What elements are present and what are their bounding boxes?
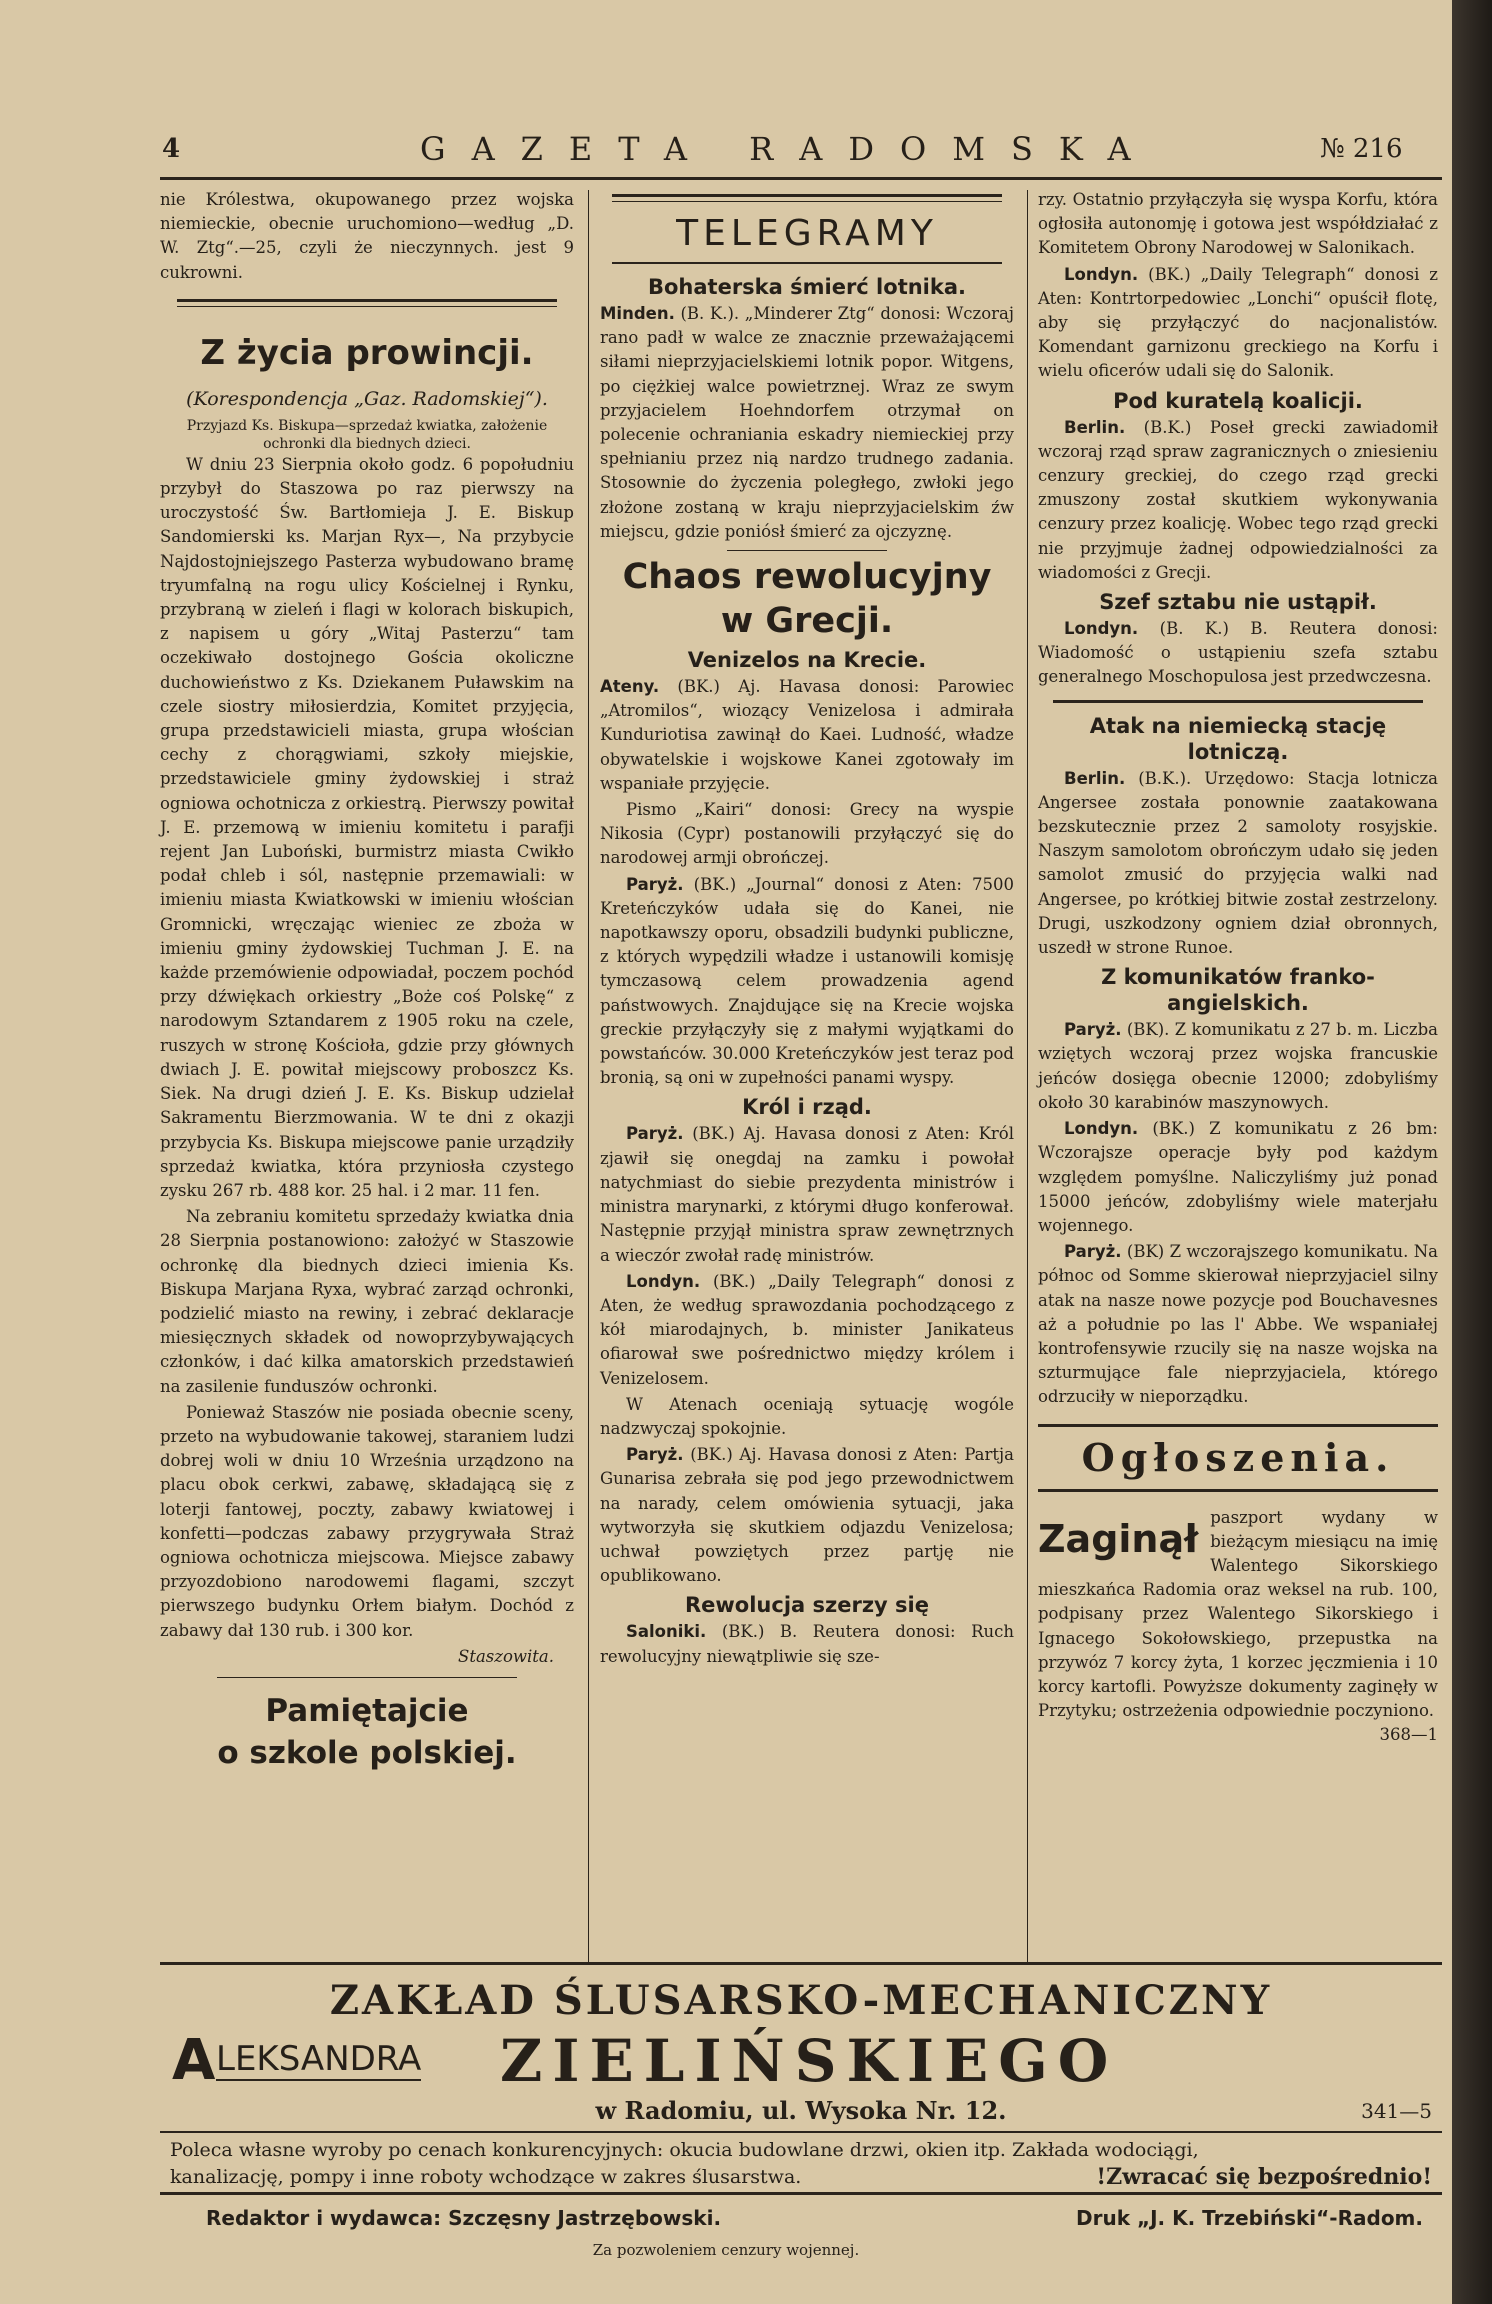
big-title-line-2: w Grecji. [720, 601, 894, 642]
footer-ad [160, 1975, 1442, 2191]
imprint-censor: Za pozwoleniem cenzury wojennej. [592, 2241, 860, 2259]
telegram-text: (BK.) „Daily Telegraph“ donosi z Aten, że według sprawozdania pochodzącego z kół miarodajnych, b. minister Janikateus ofiarował swe pośrednictwo między królem i Venizelosem. [600, 1271, 1014, 1388]
telegram-paryz-2 [600, 1122, 1014, 1267]
footer-ad-surname: ZIELIŃSKIEGO [500, 2027, 1119, 2095]
ads-title: Ogłoszenia. [1081, 1434, 1395, 1480]
footer-ad-name-row [160, 2027, 1442, 2095]
headline-kuratela: Pod kuratelą koalicji. [1113, 388, 1363, 413]
ad-zaginal [1038, 1506, 1438, 1745]
telegram-text: (B. K.) B. Reutera donosi: Wiadomość o ustąpieniu szefa sztabu generalnego Moschopulosa jest przedwczesna. [1038, 619, 1438, 687]
dateline-paryz: Paryż. [626, 874, 684, 894]
masthead: GAZETA RADOMSKA [420, 130, 1157, 168]
dateline-londyn: Londyn. [626, 1271, 701, 1291]
telegram-text: (BK.) Aj. Havasa donosi z Aten: Król zjawił się onegdaj na zamku i powołał natychmiast do siebie prezydenta ministrów i ministra marynarki, z którymi długo konferował. Następnie przyjął ministra spraw zewnętrznych a wieczór zwołał radę ministrów. [600, 1124, 1014, 1265]
dateline-paryz: Paryż. [626, 1124, 684, 1144]
header-rule [160, 177, 1442, 180]
column-1 [160, 188, 574, 1774]
telegram-text: (BK.) „Daily Telegraph“ donosi z Aten: Kontrtorpedowiec „Lonchi“ opuścił flotę, aby się przyłączyć do nacjonalistów. Komendant garnizonu greckiego na Korfu i wielu oficerów udali się do Salonik. [1038, 264, 1438, 381]
issue-number: № 216 [1320, 134, 1403, 164]
column-2 [600, 188, 1014, 1671]
ad-number: 368—1 [1379, 1725, 1438, 1745]
rule [727, 550, 887, 551]
footer-ad-offer-2: kanalizację, pompy i inne roboty wchodzące w zakres ślusarstwa. [170, 2166, 802, 2188]
rule [612, 262, 1002, 264]
section-subtitle: (Korespondencja „Gaz. Radomskiej“). [186, 387, 548, 410]
dateline-paryz: Paryż. [1064, 1242, 1122, 1262]
footer-ad-ref: 341—5 [1361, 2099, 1432, 2123]
footer-ad-offer-row [160, 2163, 1442, 2191]
intro-text: nie Królestwa, okupowanego przez wojska niemieckie, obecnie uruchomiono—według „D. W. Ztg“.—25, czyli że nieczynnych. jest 9 cukrowni. [160, 190, 574, 282]
telegram-londyn-2 [1038, 617, 1438, 690]
dateline-paryz: Paryż. [1064, 1020, 1122, 1040]
section-summary: Przyjazd Ks. Biskupa—sprzedaż kwiatka, założenie ochronki dla biednych dzieci. [186, 417, 548, 452]
footer-ad-first-name: LEKSANDRA [216, 2039, 422, 2079]
headline-krol: Król i rząd. [742, 1095, 872, 1120]
telegram-londyn-3 [1038, 1117, 1438, 1238]
ad-headword: Zaginął [1038, 1516, 1199, 1561]
imprint-printer: Druk „J. K. Trzebiński“-Radom. [1076, 2206, 1423, 2230]
footer-ad-address-row [160, 2095, 1442, 2127]
headline-venizelos: Venizelos na Krecie. [687, 648, 927, 673]
page-number: 4 [162, 134, 181, 164]
telegram-kairi: Pismo „Kairi“ donosi: Grecy na wyspie Nikosia (Cypr) postanowili przyłączyć się do narodowej armji obrończej. [600, 800, 1014, 868]
dateline-berlin: Berlin. [1064, 417, 1126, 437]
dateline-londyn: Londyn. [1064, 264, 1139, 284]
imprint-editor: Redaktor i wydawca: Szczęsny Jastrzębowski. [206, 2206, 722, 2230]
telegram-text: (BK.) Z komunikatu z 26 bm: Wczorajsze operacje były pod każdym względem pomyślne. Naliczyliśmy już ponad 15000 jeńców, zdobyliśmy wiele materjału wojennego. [1038, 1119, 1438, 1235]
column-3 [1038, 188, 1438, 1748]
double-rule [177, 299, 557, 307]
dateline-saloniki: Saloniki. [626, 1622, 707, 1642]
footer-ad-initial: A [172, 2028, 216, 2093]
footer-ad-offer-right: !Zwracać się bezpośrednio! [1096, 2164, 1432, 2190]
telegram-text: (BK.) „Journal“ donosi z Aten: 7500 Kreteńczyków udała się do Kanei, nie napotkawszy oporu, obsadzili budynki publiczne, z których wypędzili władze i ustanowili komisję tymczasową celem prowadzenia agend państwowych. Znajdujące się na Krecie wojska greckie przyłączyły się z małymi wyjątkami do powstańców. 30.000 Kreteńczyków jest teraz pod bronią, są oni w zupełności panami wyspy. [600, 874, 1015, 1088]
telegram-londyn-1 [1038, 263, 1438, 384]
signature: Staszowita. [458, 1646, 554, 1666]
telegram-berlin-1 [1038, 416, 1438, 585]
telegram-paryz-1 [1038, 1018, 1438, 1115]
headline-bohaterska: Bohaterska śmierć lotnika. [647, 275, 966, 299]
binding-edge [1452, 0, 1492, 2304]
footer-ad-address: w Radomiu, ul. Wysoka Nr. 12. [595, 2096, 1007, 2125]
rule [217, 1677, 517, 1678]
telegram-ateny [600, 675, 1014, 796]
headline-komunikaty: Z komunikatów franko-angielskich. [1101, 965, 1375, 1016]
telegram-paryz-1 [600, 873, 1014, 1091]
dateline-ateny: Ateny. [600, 677, 660, 697]
footer-top-rule [160, 1962, 1442, 1965]
telegram-text: (BK.) Aj. Havasa donosi z Aten: Partja Gunarisa zebrała się pod jego przewodnictwem na narady, celem omówienia sytuacji, jaka wytworzyła się skutkiem odjazdu Venizelosa; uchwał powziętych przez partję nie opublikowano. [600, 1445, 1014, 1586]
telegram-continued: rzy. Ostatnio przyłączyła się wyspa Korfu, która ogłosiła autonomję i gotowa jest współdziałać z Komitetem Obrony Narodowej w Salonikach. [1038, 190, 1438, 258]
telegram-londyn [600, 1270, 1014, 1391]
ads-box [1038, 1424, 1438, 1492]
telegram-text: (BK) Z wczorajszego komunikatu. Na północ od Somme skierował nieprzyjaciel silny atak na nasze nowe pozycje pod Bouchavesnes aż a południe po las l' Abbe. We wspaniałej kontrofensywie rzucily się na nasze wojska na szturmujące fale nieprzyjaciela, którego odrzuciły w nieporządku. [1038, 1242, 1439, 1407]
footer-mid-rule [160, 2131, 1442, 2133]
dateline-paryz: Paryż. [626, 1445, 684, 1465]
footer-ad-offer-1: Poleca własne wyroby po cenach konkurencyjnych: okucia budowlane drzwi, okien itp. Zakłada wodociągi, [170, 2139, 1199, 2161]
footer-ad-line-1: ZAKŁAD ŚLUSARSKO-MECHANICZNY [329, 1977, 1273, 2024]
telegram-paryz-2 [1038, 1240, 1438, 1409]
telegram-text: (BK.) Aj. Havasa donosi: Parowiec „Atromilos“, wiozący Venizelosa i admirała Kunduriotisa zawinął do Kaei. Ludność, władze obywatelskie i wojskowe Kanei zgotowały im wspaniałe przyjęcie. [600, 677, 1014, 793]
telegram-minden [600, 302, 1014, 544]
telegram-saloniki [600, 1620, 1014, 1668]
dateline-berlin: Berlin. [1064, 768, 1126, 788]
notice-line-2: o szkole polskiej. [217, 1734, 517, 1771]
dateline-londyn: Londyn. [1064, 619, 1139, 639]
headline-szef-sztabu: Szef sztabu nie ustąpił. [1099, 590, 1377, 615]
telegram-text: (B.K.). Urzędowo: Stacja lotnicza Angersee została ponownie zaatakowana bezskutecznie przez 2 samoloty rosyjskie. Naszym samolotom obrończym udało się jeden samolot zmusić do przyjęcia walki nad Angersee, po krótkiej bitwie został zestrzelony. Drugi, uszkodzony ogniem dział obronnych, uszedł w strone Runoe. [1038, 768, 1438, 958]
telegram-ateny-spokoj: W Atenach oceniają sytuację wogóle nadzwyczaj spokojnie. [600, 1394, 1014, 1438]
telegram-paryz-3 [600, 1443, 1014, 1588]
big-title-line-1: Chaos rewolucyjny [622, 557, 992, 598]
telegram-text: (BK.) B. Reutera donosi: Ruch rewolucyjny niewątpliwie się sze- [600, 1622, 1014, 1666]
rule [1053, 700, 1423, 703]
headline-atak: Atak na niemiecką stację lotniczą. [1089, 713, 1387, 764]
column-divider-2 [1027, 190, 1028, 1962]
article-paragraph-3: Ponieważ Staszów nie posiada obecnie sceny, przeto na wybudowanie takowej, staraniem ludzi dobrej woli w dniu 10 Września urządzono na placu obok cerkwi, zabawę, składającą się z loterji fantowej, poczty, zabawy kwiatowej i konfetti—podczas zabawy przygrywała Straż ogniowa ochotnicza miejscowa. Miejsce zabawy przyozdobiono narodowemi flagami, szczyt pierwszego budynku Orłem białym. Dochód z zabawy dał 130 rub. i 300 kor. [160, 1402, 574, 1640]
footer-bottom-rule [160, 2192, 1442, 2195]
dateline-londyn: Londyn. [1064, 1119, 1139, 1139]
article-paragraph-2: Na zebraniu komitetu sprzedaży kwiatka dnia 28 Sierpnia postanowiono: założyć w Staszowie ochronkę dla biednych dzieci imienia Ks. Biskupa Marjana Ryxa, wybrać zarząd ochronki, podzielić miasto na rewiny, i zebrać deklaracje miesięcznych składek od nowoprzybywających członków, i dać kilka amatorskich przedstawień na zasilenie funduszów ochronki. [160, 1207, 574, 1396]
column-divider-1 [588, 190, 589, 1962]
telegram-text: (B.K.) Poseł grecki zawiadomił wczoraj rząd spraw zagranicznych o zniesieniu cenzury greckiej, do czego rząd grecki zmuszony został skutkiem wykonywania cenzury przez koalicję. Wobec tego rząd grecki nie przyjmuje żadnej odpowiedzialności za wiadomości z Grecji. [1038, 417, 1438, 582]
section-title: Z życia prowincji. [200, 332, 534, 373]
double-rule [612, 194, 1002, 202]
telegram-text: (BK). Z komunikatu z 27 b. m. Liczba wziętych wczoraj przez wojska francuskie jeńców dosięga obecnie 12000; zdobyliśmy około 30 karabinów maszynowych. [1038, 1020, 1438, 1112]
ad-text: paszport wydany w bieżącym miesiącu na imię Walentego Sikorskiego mieszkańca Radomia oraz weksel na rub. 100, podpisany przez Walentego Sikorskiego i Ignacego Sokołowskiego, przepustka na przywóz 7 korcy żyta, 1 korzec jęczmienia i 10 korcy kartofli. Powyższe dokumenty zaginęły w Przytyku; ostrzeżenia odpowiednie poczyniono. [1038, 1507, 1438, 1721]
dateline-minden: Minden. [600, 304, 675, 323]
telegrams-title: TELEGRAMY [676, 213, 938, 254]
headline-rewolucja: Rewolucja szerzy się [684, 1593, 929, 1618]
notice-line-1: Pamiętajcie [265, 1692, 469, 1729]
telegram-text: (B. K.). „Minderer Ztg“ donosi: Wczoraj rano padł w walce ze znacznie przeważającemi siłami nieprzyjacielskiemi lotnik popor. Witgens, po ciężkiej walce powietrznej. Wraz ze swym przyjacielem Hoehndorfem otrzymał on polecenie ochraniania eskadry niemieckiej przy spełnianiu przez nią nardzo trudnego zadania. Stosownie do życzenia poległego, zwłoki jego złożone zostaną w kraju nieprzyjacielskim źw miejscu, gdzie poniósł śmierć za ojczyznę. [600, 304, 1015, 541]
telegram-berlin-2 [1038, 767, 1438, 961]
article-paragraph-1: W dniu 23 Sierpnia około godz. 6 popołudniu przybył do Staszowa po raz pierwszy na uroczystość Św. Bartłomieja J. E. Biskup Sandomierski ks. Marjan Ryx—, Na przybycie Najdostojniejszego Pasterza wybudowano bramę tryumfalną na rogu ulicy Kościelnej i Rynku, przybraną w zieleń i flagi w kolorach biskupich, z napisem u góry „Witaj Pasterzu“ tam oczekiwało dostojnego Gościa okoliczne duchowieństwo z Ks. Dziekanem Puławskim na czele siostry miłosierdzia, Komitet przyjęcia, grupa przedstawicieli miasta, grupa włościan cechy z chorągwiami, szkoły miejskie, przedstawiciele gminy żydowskiej i straż ogniowa ochotnicza z orkiestrą. Pierwszy powitał J. E. przemową w imieniu komitetu i parafji rejent Jan Luboński, burmistrz miasta Cwikło podał chleb i sól, następnie przemawiali: w imieniu miasta Kwiatkowski w imieniu włościan Gromnicki, wręczając wieniec ze zboża w imieniu gminy żydowskiej Tuchman J. E. na każde przemówienie odpowiadał, poczem pochód przy dźwiękach orkiestry „Boże coś Polskę“ z narodowym Sztandarem z 1905 roku na czele, ruszych w stronę Kościoła, gdzie przy głównych dwiach J. E. powitał miejscowy proboszcz Ks. Siek. Na drugi dzień J. E. Ks. Biskup udzielał Sakramentu Bierzmowania. W te dni z okazji przybycia Ks. Biskupa miejscowe panie urządziły sprzedaż kwiatka, która przyniosła czystego zysku 267 rb. 488 kor. 25 hal. i 2 mar. 11 fen. [160, 454, 574, 1200]
